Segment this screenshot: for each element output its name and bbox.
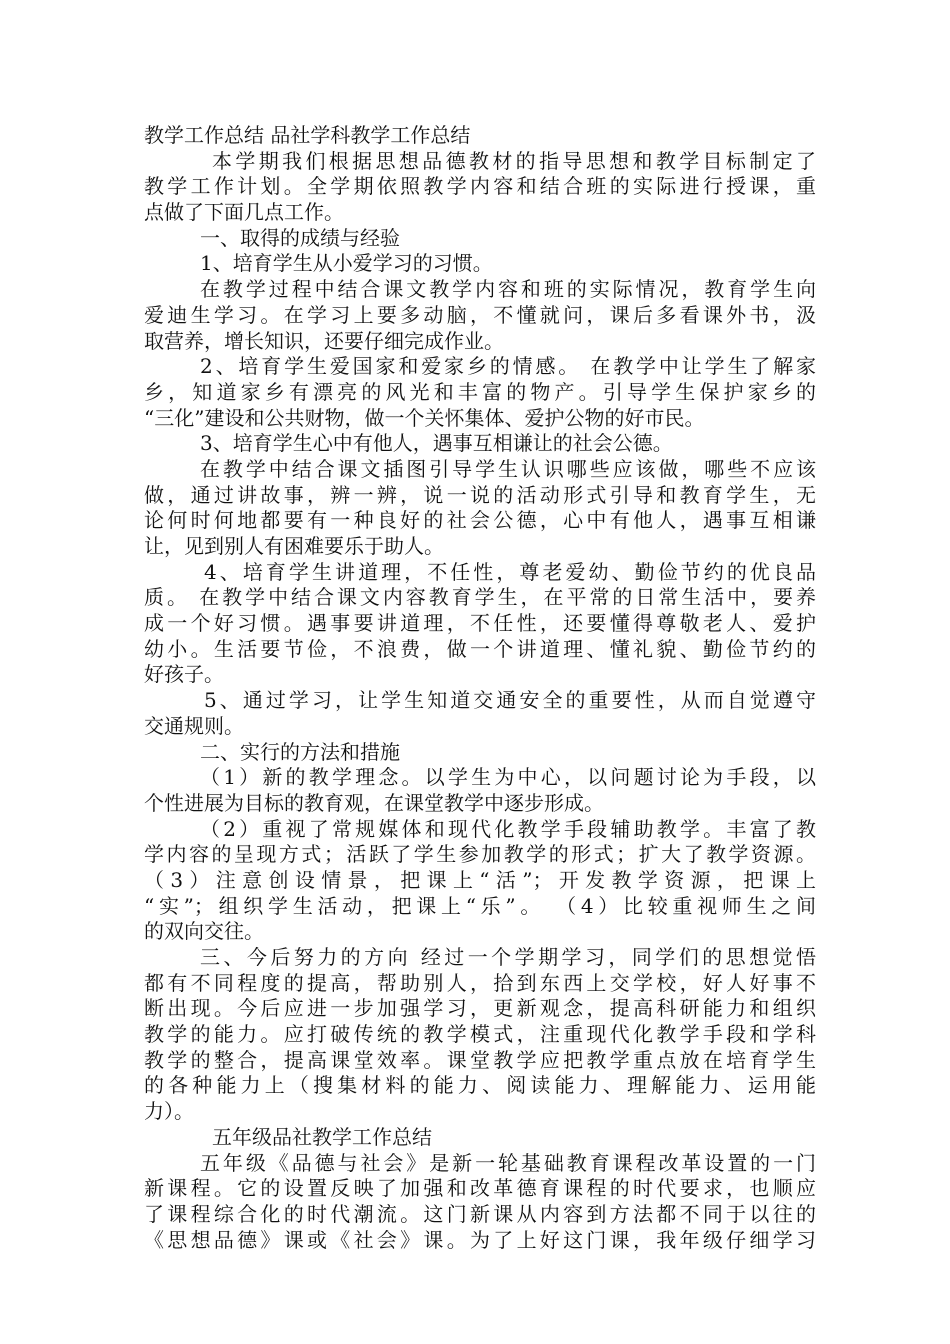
text-line: 乡，知道家乡有漂亮的风光和丰富的物产。引导学生保护家乡的 [144, 379, 816, 404]
text-line: 力）。 [144, 1099, 194, 1124]
text-line: 取营养，增长知识，还要仔细完成作业。 [144, 328, 504, 353]
text-line: 教学工作总结 品社学科教学工作总结 [144, 123, 471, 147]
text-line: 点做了下面几点工作。 [144, 200, 344, 225]
text-line: 交通规则。 [144, 713, 244, 738]
text-line: （1）新的教学理念。以学生为中心，以问题讨论为手段，以 [200, 765, 816, 790]
text-line: 成一个好习惯。遇事要讲道理，不任性，还要懂得尊敬老人、爱护 [144, 611, 816, 636]
text-line: 二、实行的方法和措施 [200, 739, 400, 764]
text-line: 都有不同程度的提高，帮助别人，拾到东西上交学校，好人好事不 [144, 970, 816, 995]
text-line: 3、培育学生心中有他人，遇事互相谦让的社会公德。 [200, 431, 673, 456]
text-line: 幼小。生活要节俭，不浪费，做一个讲道理、懂礼貌、勤俭节约的 [144, 636, 816, 661]
text-line: 五年级《品德与社会》是新一轮基础教育课程改革设置的一门 [200, 1150, 816, 1175]
text-line: 三、今后努力的方向 经过一个学期学习，同学们的思想觉悟 [200, 945, 816, 969]
text-line: 5、通过学习，让学生知道交通安全的重要性，从而自觉遵守 [204, 688, 816, 713]
text-line: 新课程。它的设置反映了加强和改革德育课程的时代要求，也顺应 [144, 1176, 816, 1201]
text-line: 教学的能力。应打破传统的教学模式，注重现代化教学手段和学科 [144, 1022, 816, 1047]
text-line: 让，见到别人有困难要乐于助人。 [144, 534, 444, 558]
text-line: 个性进展为目标的教育观，在课堂教学中逐步形成。 [144, 790, 604, 815]
text-line: 好孩子。 [144, 662, 224, 687]
document-page [144, 123, 816, 1253]
text-line: 教学工作计划。全学期依照教学内容和结合班的实际进行授课，重 [144, 174, 816, 199]
text-line: 学内容的呈现方式；活跃了学生参加教学的形式；扩大了教学资源。 [144, 842, 816, 867]
text-line: “三化”建设和公共财物，做一个关怀集体、爱护公物的好市民。 [144, 405, 705, 430]
text-line: 的各种能力上（搜集材料的能力、阅读能力、理解能力、运用能 [144, 1073, 816, 1098]
text-line: 4、培育学生讲道理，不任性，尊老爱幼、勤俭节约的优良品 [204, 559, 816, 584]
text-line: 五年级品社教学工作总结 [212, 1124, 432, 1149]
text-line: “实”；组织学生活动，把课上“乐”。 （4）比较重视师生之间 [144, 893, 816, 918]
text-line: 论何时何地都要有一种良好的社会公德，心中有他人，遇事互相谦 [144, 508, 816, 533]
text-line: 本学期我们根据思想品德教材的指导思想和教学目标制定了 [212, 148, 816, 173]
text-line: （2）重视了常规媒体和现代化教学手段辅助教学。丰富了教 [200, 816, 816, 841]
text-line: （3）注意创设情景，把课上“活”；开发教学资源，把课上 [144, 867, 816, 892]
text-line: 断出现。今后应进一步加强学习，更新观念，提高科研能力和组织 [144, 996, 816, 1021]
text-line: 爱迪生学习。在学习上要多动脑，不懂就问，课后多看课外书，汲 [144, 302, 816, 327]
text-line: 2、培育学生爱国家和爱家乡的情感。 在教学中让学生了解家 [200, 354, 816, 379]
text-line: 的双向交往。 [144, 919, 264, 944]
text-line: 一、取得的成绩与经验 [200, 225, 400, 250]
text-line: 教学的整合，提高课堂效率。课堂教学应把教学重点放在培育学生 [144, 1047, 816, 1072]
text-line: 《思想品德》课或《社会》课。为了上好这门课，我年级仔细学习 [144, 1227, 816, 1252]
text-line: 质。 在教学中结合课文内容教育学生，在平常的日常生活中，要养 [144, 585, 816, 610]
text-line: 了课程综合化的时代潮流。这门新课从内容到方法都不同于以往的 [144, 1201, 816, 1226]
text-line: 1、培育学生从小爱学习的习惯。 [200, 251, 493, 276]
text-line: 做，通过讲故事，辨一辨，说一说的活动形式引导和教育学生，无 [144, 482, 816, 507]
text-line: 在教学过程中结合课文教学内容和班的实际情况，教育学生向 [200, 277, 816, 302]
text-line: 在教学中结合课文插图引导学生认识哪些应该做，哪些不应该 [200, 456, 816, 481]
